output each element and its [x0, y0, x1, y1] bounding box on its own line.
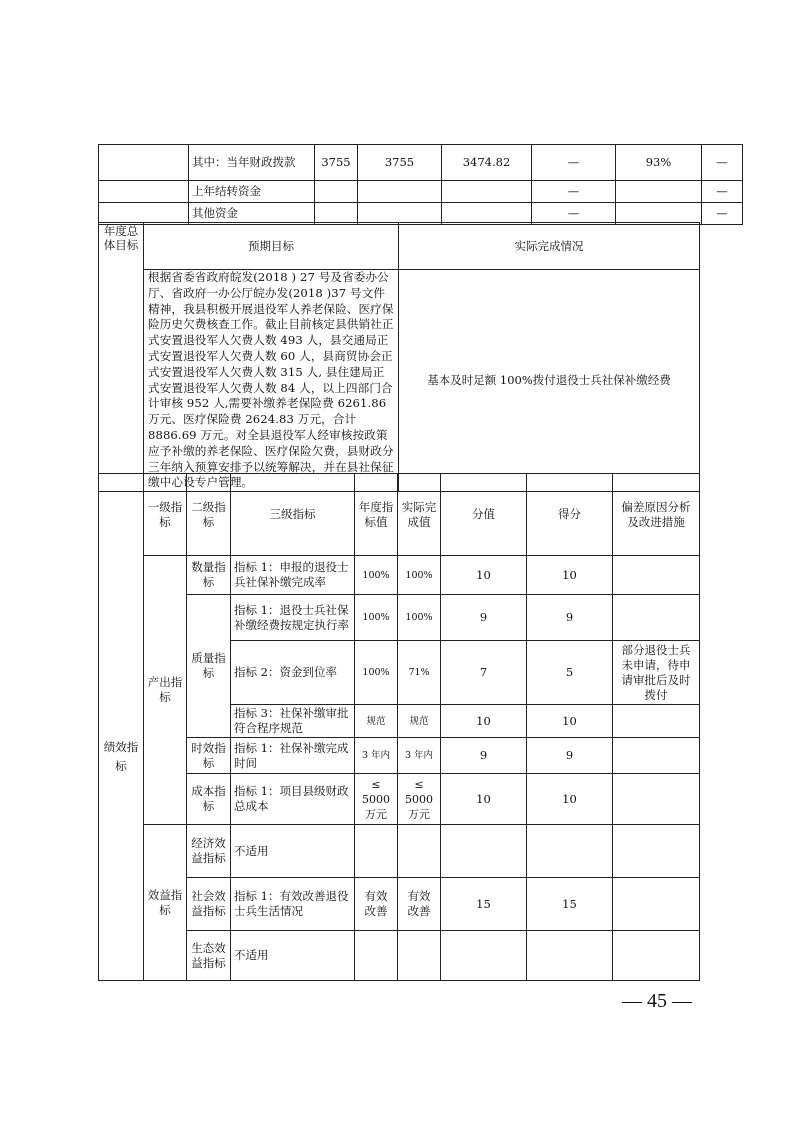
header-actual: 实际完成值 — [398, 474, 441, 556]
goal-row-label: 年度总体目标 — [99, 223, 144, 492]
annual-cell: 规范 — [355, 705, 398, 738]
blank-cell — [99, 181, 189, 203]
score-cell: 7 — [441, 641, 527, 705]
score-cell: 10 — [441, 705, 527, 738]
analysis-cell — [613, 825, 700, 878]
funding-value — [315, 181, 358, 203]
funding-label: 其中：当年财政拨款 — [189, 145, 315, 181]
funding-value: — — [702, 203, 743, 225]
funding-value — [616, 181, 702, 203]
level2-cell: 成本指标 — [187, 774, 231, 825]
level3-cell: 指标 1：社保补缴完成时间 — [231, 738, 355, 774]
table-row — [99, 556, 700, 595]
analysis-cell — [613, 556, 700, 595]
analysis-cell — [613, 878, 700, 931]
funding-value: — — [702, 145, 743, 181]
funding-row-current — [99, 145, 743, 181]
header-analysis: 偏差原因分析及改进措施 — [613, 474, 700, 556]
header-level2: 二级指标 — [187, 474, 231, 556]
table-row — [99, 825, 700, 878]
actual-cell — [398, 825, 441, 878]
performance-table — [98, 473, 700, 981]
got-cell: 9 — [527, 738, 613, 774]
analysis-cell: 部分退役士兵未申请，待申请审批后及时拨付 — [613, 641, 700, 705]
actual-cell — [398, 931, 441, 981]
level3-cell: 指标 1：申报的退役士兵社保补缴完成率 — [231, 556, 355, 595]
goal-header-row — [99, 223, 700, 270]
level3-cell: 指标 1：有效改善退役士兵生活情况 — [231, 878, 355, 931]
got-cell — [527, 931, 613, 981]
analysis-cell — [613, 931, 700, 981]
actual-cell: ≤ 5000 万元 — [398, 774, 441, 825]
level3-cell: 不适用 — [231, 931, 355, 981]
funding-value: — — [532, 145, 616, 181]
funding-table — [98, 144, 743, 225]
funding-value: 3755 — [315, 145, 358, 181]
actual-cell: 100% — [398, 595, 441, 641]
annual-cell: 100% — [355, 595, 398, 641]
actual-cell: 有效改善 — [398, 878, 441, 931]
level3-cell: 不适用 — [231, 825, 355, 878]
got-cell: 15 — [527, 878, 613, 931]
analysis-cell — [613, 738, 700, 774]
header-level1: 一级指标 — [144, 474, 187, 556]
header-annual: 年度指标值 — [355, 474, 398, 556]
analysis-cell — [613, 595, 700, 641]
actual-cell: 100% — [398, 556, 441, 595]
annual-cell — [355, 825, 398, 878]
actual-cell: 71% — [398, 641, 441, 705]
annual-cell: 有效改善 — [355, 878, 398, 931]
performance-header-row — [99, 474, 700, 556]
got-cell: 9 — [527, 595, 613, 641]
table-row — [99, 595, 700, 641]
performance-section-label: 绩效指标 — [99, 474, 144, 981]
level2-cell: 经济效益指标 — [187, 825, 231, 878]
table-row — [99, 738, 700, 774]
header-level3: 三级指标 — [231, 474, 355, 556]
level3-cell: 指标 1：退役士兵社保补缴经费按规定执行率 — [231, 595, 355, 641]
funding-value: 3474.82 — [442, 145, 532, 181]
funding-value: — — [702, 181, 743, 203]
funding-label: 其他资金 — [189, 203, 315, 225]
goal-table — [98, 222, 700, 492]
level2-cell: 生态效益指标 — [187, 931, 231, 981]
funding-value: 3755 — [358, 145, 442, 181]
funding-value: — — [532, 181, 616, 203]
annual-cell: 100% — [355, 556, 398, 595]
funding-value: — — [532, 203, 616, 225]
level2-cell: 时效指标 — [187, 738, 231, 774]
table-row — [99, 774, 700, 825]
funding-value — [442, 181, 532, 203]
page-number: — 45 — — [622, 990, 692, 1012]
annual-cell: 3 年内 — [355, 738, 398, 774]
header-score: 分值 — [441, 474, 527, 556]
level3-cell: 指标 2：资金到位率 — [231, 641, 355, 705]
score-cell: 9 — [441, 595, 527, 641]
table-row — [99, 878, 700, 931]
output-label: 产出指标 — [144, 556, 187, 825]
got-cell: 10 — [527, 705, 613, 738]
analysis-cell — [613, 705, 700, 738]
got-cell — [527, 825, 613, 878]
header-got: 得分 — [527, 474, 613, 556]
funding-value — [358, 181, 442, 203]
level2-cell: 社会效益指标 — [187, 878, 231, 931]
actual-cell: 3 年内 — [398, 738, 441, 774]
funding-value: 93% — [616, 145, 702, 181]
level3-cell: 指标 3：社保补缴审批符合程序规范 — [231, 705, 355, 738]
score-cell: 10 — [441, 556, 527, 595]
actual-header: 实际完成情况 — [399, 223, 700, 270]
score-cell: 10 — [441, 774, 527, 825]
annual-cell: 100% — [355, 641, 398, 705]
got-cell: 10 — [527, 774, 613, 825]
actual-goal-text: 基本及时足额 100%拨付退役士兵社保补缴经费 — [399, 270, 700, 492]
got-cell: 10 — [527, 556, 613, 595]
score-cell — [441, 931, 527, 981]
expected-header: 预期目标 — [144, 223, 399, 270]
score-cell — [441, 825, 527, 878]
benefit-label: 效益指标 — [144, 825, 187, 981]
score-cell: 15 — [441, 878, 527, 931]
expected-goal-text: 根据省委省政府皖发(2018 ) 27 号及省委办公厅、省政府一办公厅皖办发(2018 )37 号文件精神，我县积极开展退役军人养老保险、医疗保险历史欠费核查工作。截止目前核定县供销社正式安置退役军人欠费人数 493 人，县交通局正式安置退役军人欠费人数 60 人，县商贸协会正式安置退役军人欠费人数 315 人, 县住建局正式安置退役军人欠费人数 84 人，以上四部门合计审核 952 人,需要补缴养老保险费 6261.86 万元、医疗保险费 2624.83 万元，合计 8886.69 万元。对全县退役军人经审核按政策应予补缴的养老保险、医疗保险欠费，县财政分三年纳入预算安排予以统筹解决，并在县社保征缴中心设专户管理。 — [144, 270, 399, 492]
got-cell: 5 — [527, 641, 613, 705]
level2-cell: 数量指标 — [187, 556, 231, 595]
table-row — [99, 931, 700, 981]
actual-cell: 规范 — [398, 705, 441, 738]
funding-label: 上年结转资金 — [189, 181, 315, 203]
annual-cell: ≤ 5000 万元 — [355, 774, 398, 825]
level2-cell: 质量指标 — [187, 595, 231, 738]
blank-cell — [99, 145, 189, 181]
score-cell: 9 — [441, 738, 527, 774]
analysis-cell — [613, 774, 700, 825]
level3-cell: 指标 1：项目县级财政总成本 — [231, 774, 355, 825]
funding-row-carryover — [99, 181, 743, 203]
goal-body-row — [99, 270, 700, 492]
annual-cell — [355, 931, 398, 981]
